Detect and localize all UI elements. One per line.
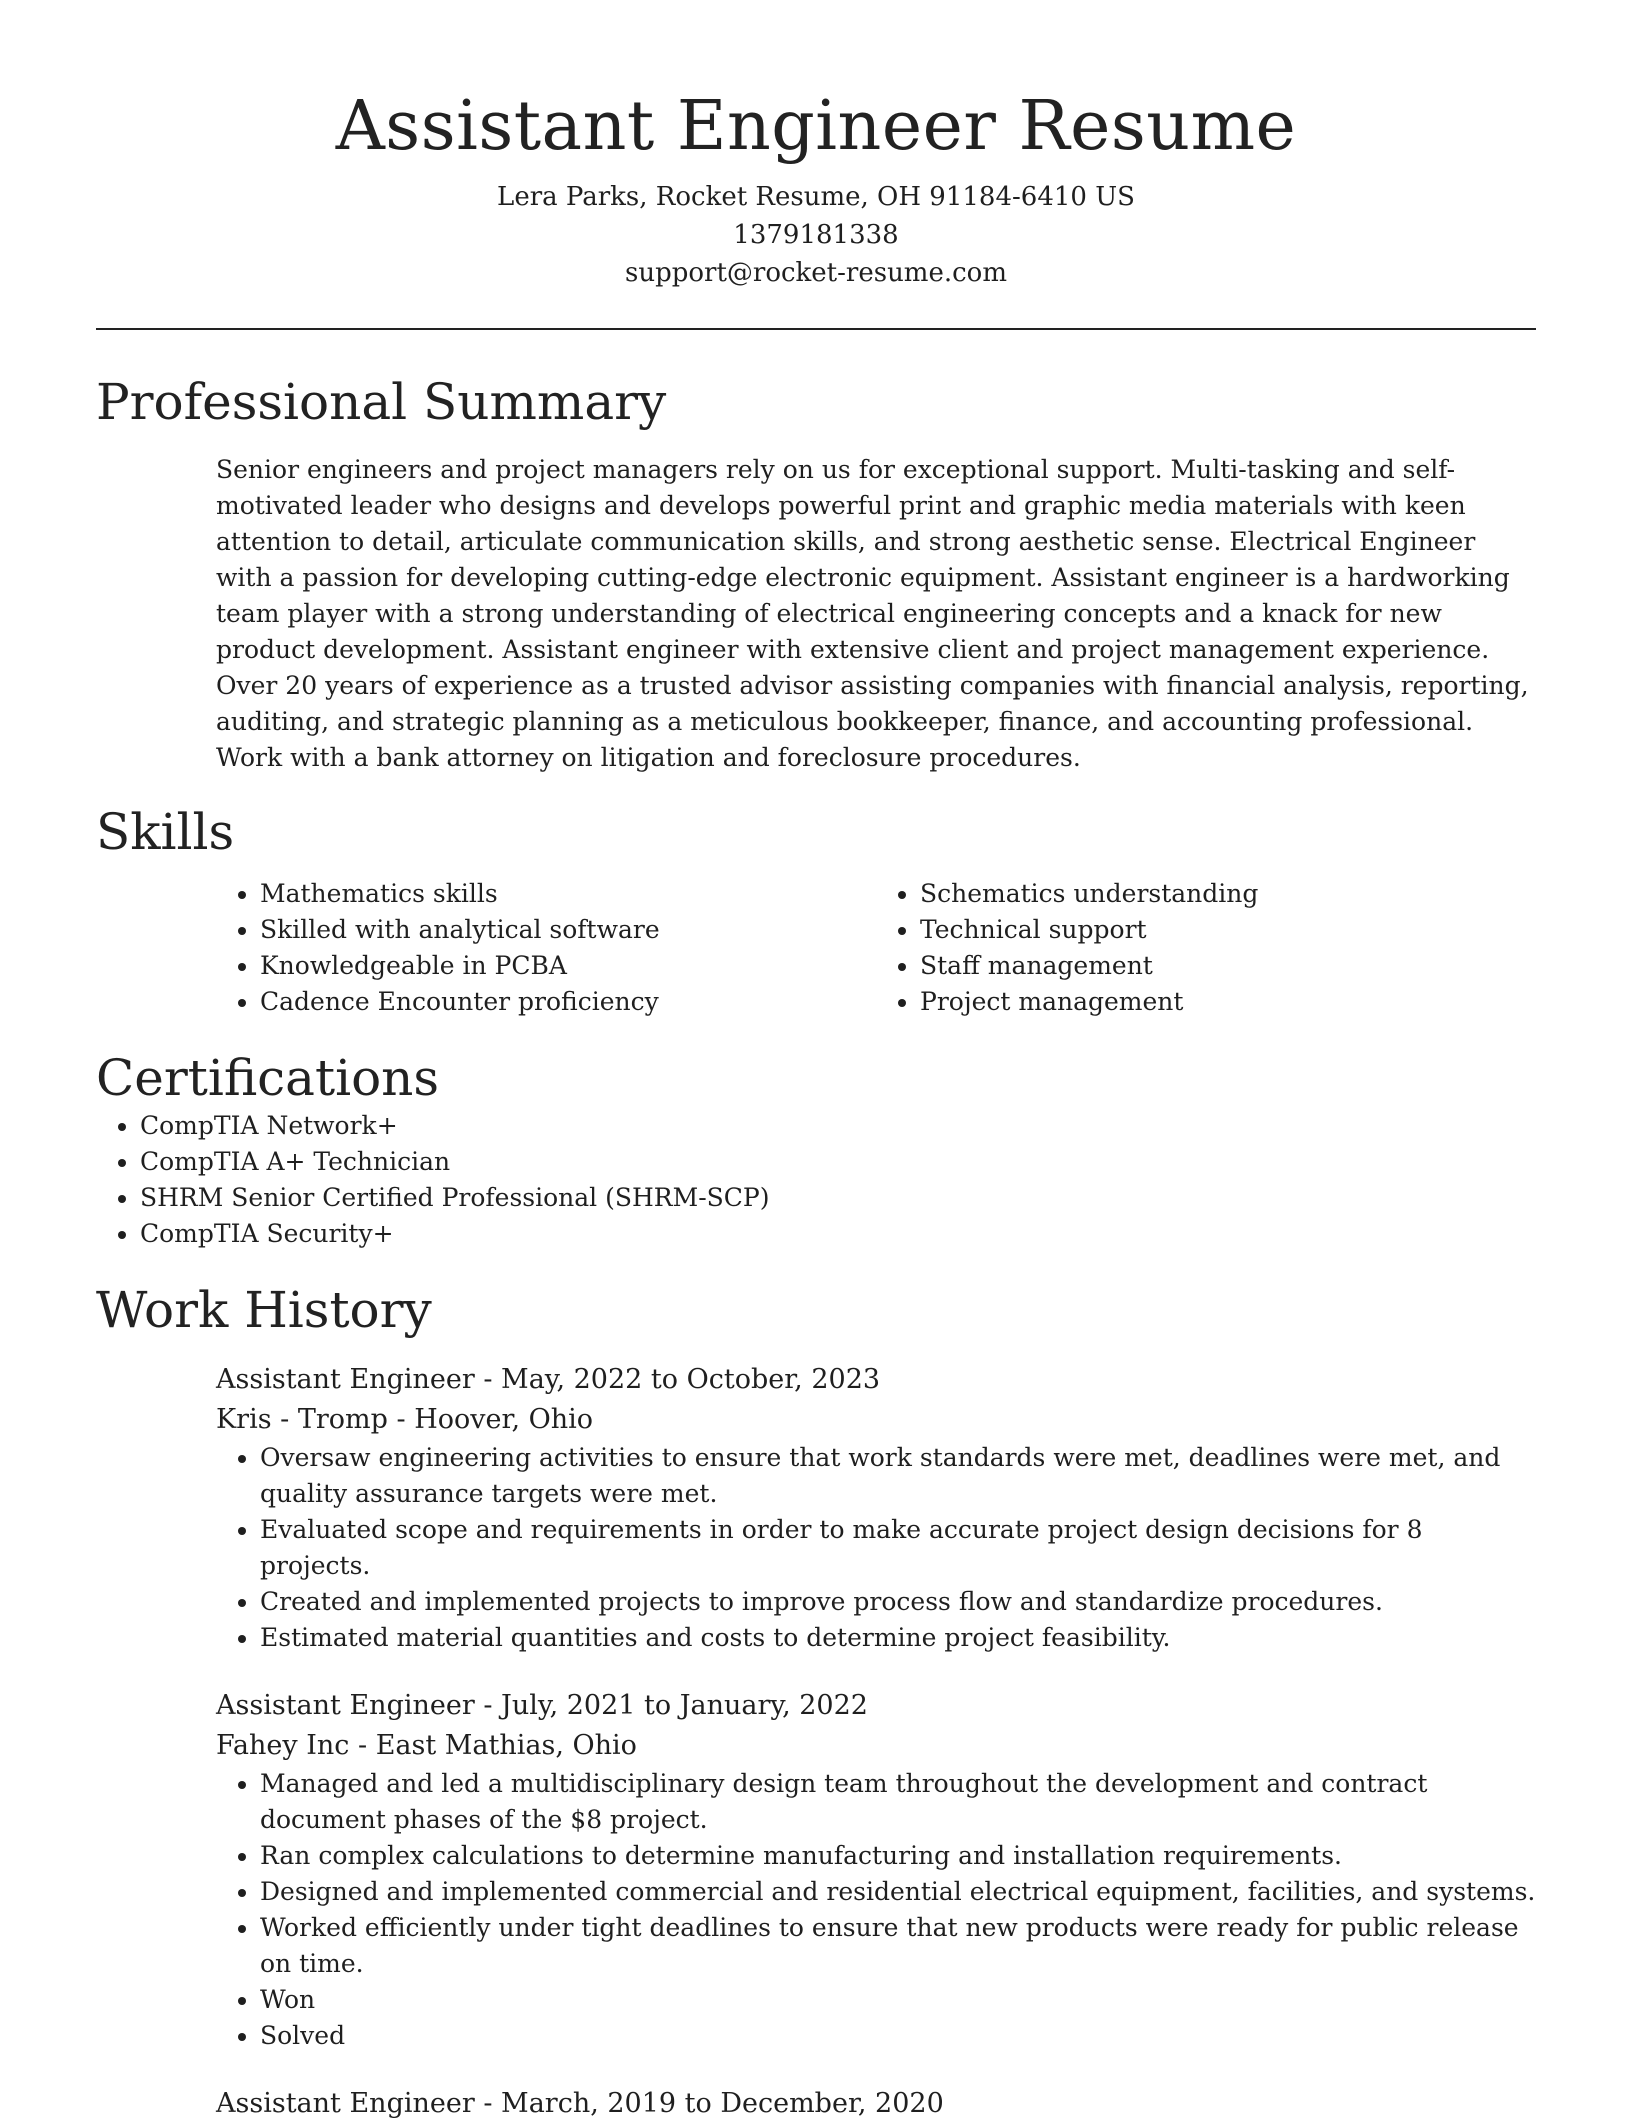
certification-item: • CompTIA A+ Technician (140, 1144, 1536, 1180)
certification-item: • CompTIA Network+ (140, 1108, 1536, 1144)
skills-heading: Skills (96, 803, 235, 861)
skill-item: • Knowledgeable in PCBA (260, 948, 876, 984)
contact-email: support@rocket-resume.com (624, 258, 1007, 288)
work-history-heading: Work History (96, 1281, 432, 1339)
summary-heading: Professional Summary (96, 373, 667, 431)
job-dates: July, 2021 to January, 2022 (501, 1690, 868, 1721)
job-bullet: • Oversaw engineering activities to ensure that work standards were met, deadlines were met, and quality assurance targets were met. (260, 1440, 1536, 1512)
certification-item: • SHRM Senior Certified Professional (SHRM-SCP) (140, 1180, 1536, 1216)
job-employer-line: Kris - Tromp - Hoover, Ohio (216, 1404, 594, 1435)
job-entry (216, 2084, 1536, 2124)
contact-phone: 1379181338 (733, 220, 899, 250)
skill-item: • Schematics understanding (920, 876, 1536, 912)
skill-item: • Mathematics skills (260, 876, 876, 912)
job-bullet: • Evaluated scope and requirements in order to make accurate project design decisions for 8 projects. (260, 1512, 1536, 1584)
skill-item: • Staff management (920, 948, 1536, 984)
job-location: Hoover, Ohio (414, 1404, 594, 1435)
skill-item: • Project management (920, 984, 1536, 1020)
certification-item: • CompTIA Security+ (140, 1216, 1536, 1252)
skills-columns (216, 876, 1536, 1020)
contact-block (96, 178, 1536, 292)
job-title-line: Assistant Engineer - March, 2019 to December, 2020 (216, 2088, 944, 2119)
certifications-list (96, 1108, 1536, 1252)
contact-address: Lera Parks, Rocket Resume, OH 91184-6410 US (497, 182, 1135, 212)
skill-item: • Skilled with analytical software (260, 912, 876, 948)
job-bullet: • Worked efficiently under tight deadlines to ensure that new products were ready for public release on time. (260, 1910, 1536, 1982)
job-title: Assistant Engineer (216, 2088, 475, 2119)
summary-text: Senior engineers and project managers rely on us for exceptional support. Multi-tasking and self-motivated leader who designs and develops powerful print and graphic media materials with keen attention to detail, articulate communication skills, and strong aesthetic sense. Electrical Engineer with a passion for developing cutting-edge electronic equipment. Assistant engineer is a hardworking team player with a strong understanding of electrical engineering concepts and a knack for new product development. Assistant engineer with extensive client and project management experience. Over 20 years of experience as a trusted advisor assisting companies with financial analysis, reporting, auditing, and strategic planning as a meticulous bookkeeper, finance, and accounting professional. Work with a bank attorney on litigation and foreclosure procedures. (216, 455, 1529, 772)
job-bullet: • Managed and led a multidisciplinary design team throughout the development and contract document phases of the $8 project. (260, 1766, 1536, 1838)
job-bullet: • Won (260, 1982, 1536, 2018)
resume-page (96, 0, 1536, 2124)
skill-item: • Technical support (920, 912, 1536, 948)
skill-item: • Cadence Encounter proficiency (260, 984, 876, 1020)
job-title: Assistant Engineer (216, 1364, 475, 1395)
job-bullets (216, 1766, 1536, 2054)
certifications-heading: Certifications (96, 1049, 440, 1107)
job-entry (216, 1360, 1536, 1656)
header-divider (96, 328, 1536, 330)
job-bullet: • Ran complex calculations to determine manufacturing and installation requirements. (260, 1838, 1536, 1874)
resume-title: Assistant Engineer Resume (335, 87, 1297, 166)
skills-list-right (876, 876, 1536, 1020)
job-title-line: Assistant Engineer - May, 2022 to October, 2023 (216, 1364, 881, 1395)
job-entry (216, 1686, 1536, 2054)
skills-list-left (216, 876, 876, 1020)
job-bullet: • Created and implemented projects to improve process flow and standardize procedures. (260, 1584, 1536, 1620)
job-employer: Fahey Inc (216, 1730, 350, 1761)
job-title: Assistant Engineer (216, 1690, 475, 1721)
job-employer: Kris - Tromp (216, 1404, 388, 1435)
job-bullet: • Designed and implemented commercial and residential electrical equipment, facilities, and systems. (260, 1874, 1536, 1910)
job-dates: May, 2022 to October, 2023 (501, 1364, 881, 1395)
job-dates: March, 2019 to December, 2020 (501, 2088, 944, 2119)
job-title-line: Assistant Engineer - July, 2021 to January, 2022 (216, 1690, 868, 1721)
job-employer-line: Fahey Inc - East Mathias, Ohio (216, 1730, 637, 1761)
job-bullet: • Solved (260, 2018, 1536, 2054)
job-bullet: • Estimated material quantities and costs to determine project feasibility. (260, 1620, 1536, 1656)
job-location: East Mathias, Ohio (375, 1730, 637, 1761)
job-bullets (216, 1440, 1536, 1656)
